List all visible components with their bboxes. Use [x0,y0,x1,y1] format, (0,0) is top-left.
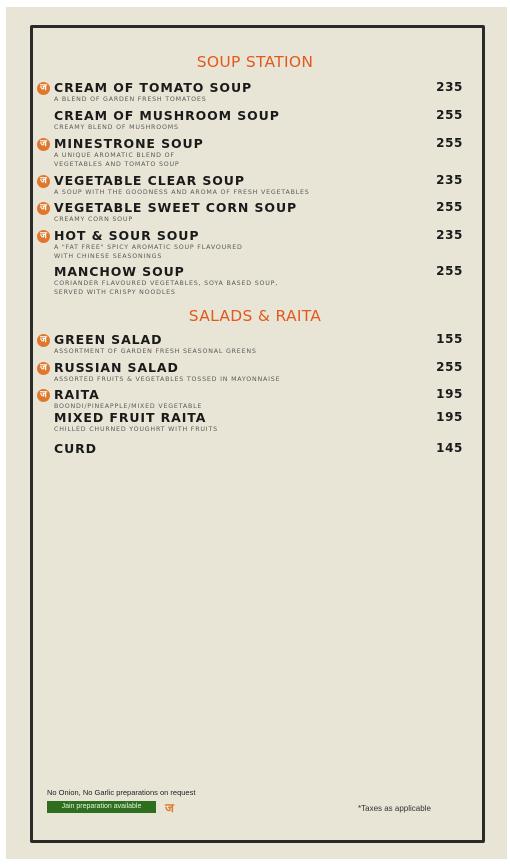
item-name: VEGETABLE CLEAR SOUP [54,173,245,188]
taxes-note: *Taxes as applicable [358,804,431,813]
item-name: CURD [54,441,97,456]
item-price: 195 [436,387,463,401]
jain-icon: ज [37,202,50,215]
item-name: MINESTRONE SOUP [54,136,204,151]
item-name: CREAM OF TOMATO SOUP [54,80,253,95]
item-description: CORIANDER FLAVOURED VEGETABLES, SOYA BASED SOUP, SERVED WITH CRISPY NOODLES [54,280,279,297]
jain-icon: ज [37,82,50,95]
item-price: 255 [436,360,463,374]
section-title: SALADS & RAITA [188,307,322,325]
jain-icon: ज [37,175,50,188]
item-name: GREEN SALAD [54,332,163,347]
item-price: 255 [436,200,463,214]
item-name: MIXED FRUIT RAITA [54,410,207,425]
item-description: A UNIQUE AROMATIC BLEND OF VEGETABLES AND TOMATO SOUP [54,152,180,169]
item-price: 145 [436,441,463,455]
item-description: ASSORTED FRUITS & VEGETABLES TOSSED IN MAYONNAISE [54,376,281,383]
item-price: 255 [436,264,463,278]
section-title: SOUP STATION [196,53,314,71]
jain-icon: ज [37,362,50,375]
jain-icon: ज [37,389,50,402]
no-onion-garlic-note: No Onion, No Garlic preparations on request [47,788,196,797]
jain-icon: ज [37,138,50,151]
item-price: 255 [436,136,463,150]
item-description: BOONDI/PINEAPPLE/MIXED VEGETABLE [54,403,203,410]
item-price: 255 [436,108,463,122]
item-description: CREAMY CORN SOUP [54,216,133,223]
item-price: 235 [436,228,463,242]
item-name: HOT & SOUR SOUP [54,228,200,243]
item-name: VEGETABLE SWEET CORN SOUP [54,200,298,215]
item-description: ASSORTMENT OF GARDEN FRESH SEASONAL GREENS [54,348,257,355]
item-name: RAITA [54,387,100,402]
item-name: MANCHOW SOUP [54,264,185,279]
jain-icon: ज [37,334,50,347]
item-description: A SOUP WITH THE GOODNESS AND AROMA OF FRESH VEGETABLES [54,189,310,196]
item-description: A BLEND OF GARDEN FRESH TOMATOES [54,96,207,103]
item-price: 235 [436,80,463,94]
item-price: 195 [436,410,463,424]
item-price: 235 [436,173,463,187]
item-description: CREAMY BLEND OF MUSHROOMS [54,124,179,131]
item-description: CHILLED CHURNED YOUGHRT WITH FRUITS [54,426,218,433]
jain-preparation-badge: Jain preparation available [47,801,156,813]
item-name: RUSSIAN SALAD [54,360,179,375]
jain-symbol-icon: ज [165,801,174,815]
item-description: A "FAT FREE" SPICY AROMATIC SOUP FLAVOURED WITH CHINESE SEASONINGS [54,244,243,261]
item-price: 155 [436,332,463,346]
item-name: CREAM OF MUSHROOM SOUP [54,108,280,123]
jain-icon: ज [37,230,50,243]
